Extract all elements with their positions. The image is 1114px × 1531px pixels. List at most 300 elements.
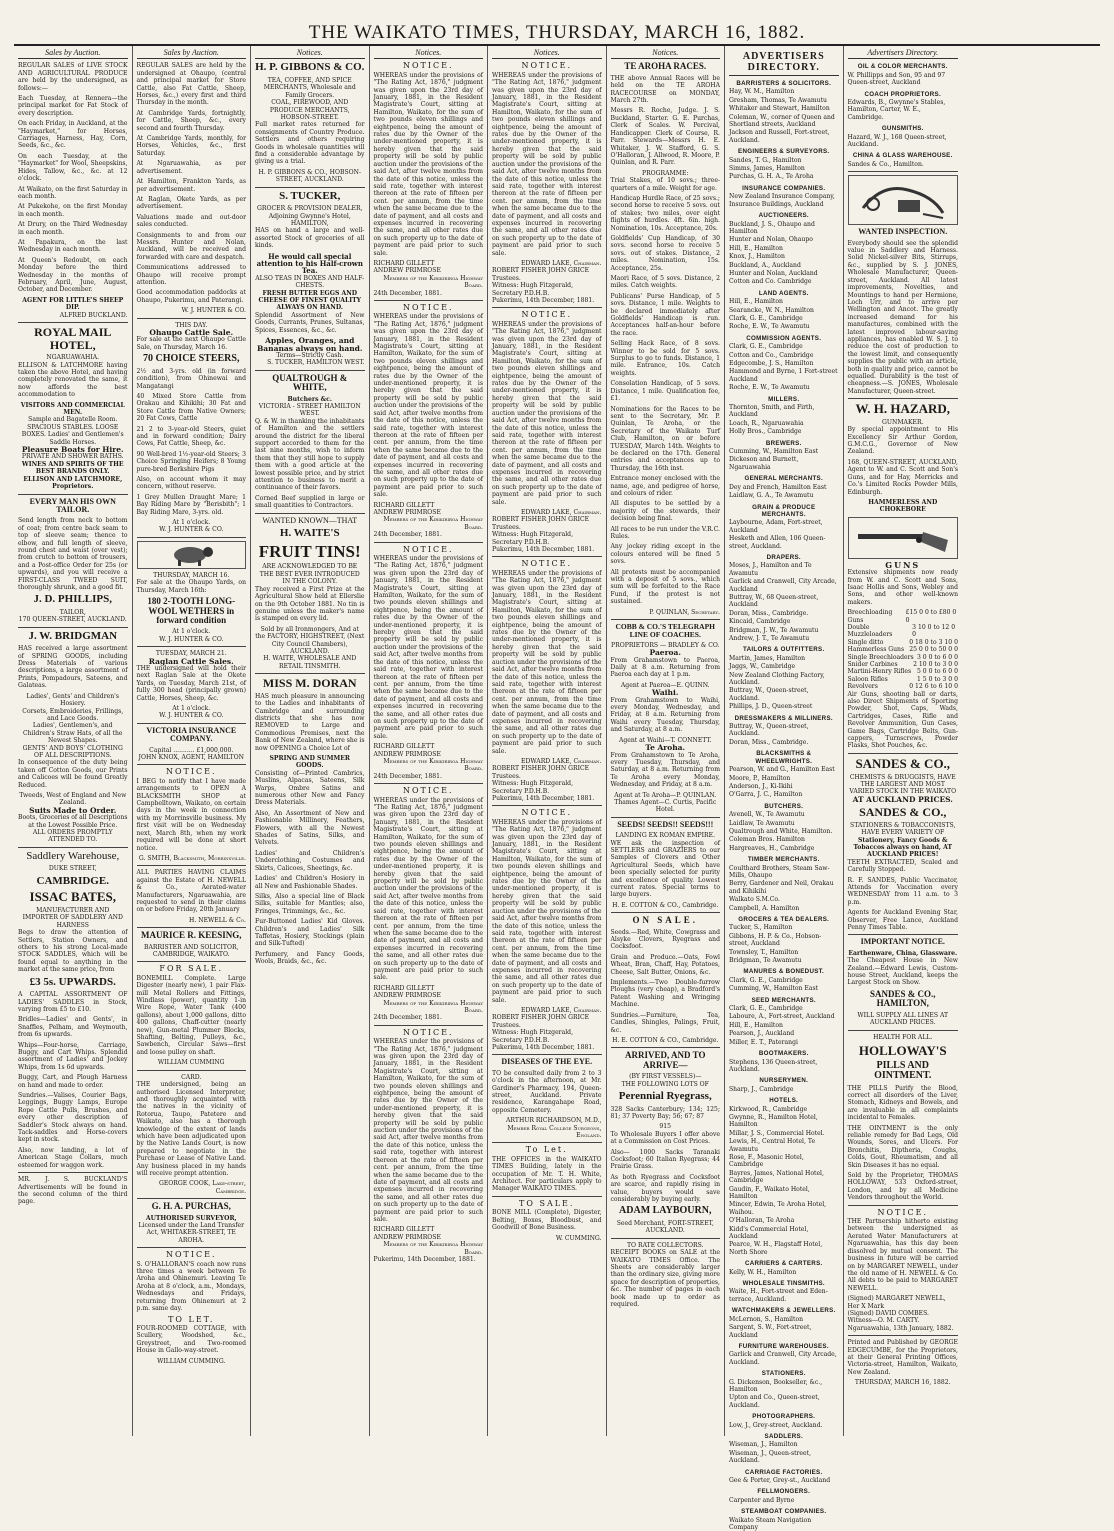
text: Nominations for the Races to be sent to the Secretary, Mr. P. Quinlan, Te Aroha, or the Secretary of the Waikato Turf Club, Hamilton, on or before TUESDAY, March 14th. Weights to be declared on the 17th. General entries and acceptances up to Thursday, the 16th inst. [610, 405, 720, 472]
text: In consequence of the duty being taken off Cotton Goods, our Prints and Calicoes will be found Greatly Reduced. [18, 759, 128, 789]
gun-type: Snider Carbines [847, 661, 898, 668]
directory-entry: Pearson, W. and G., Hamilton East [729, 766, 835, 774]
directory-entry: Laybourne, Adam, Fort-street, Auckland [729, 519, 823, 534]
gun-price-row [848, 683, 959, 690]
directory-entry: Anderson, J., Ki-Ikihi [729, 782, 793, 790]
text: VISITORS AND COMMERCIAL MEN. [20, 401, 125, 417]
directory-entry: Clark, G. E., Cambridge [729, 343, 803, 351]
signature: GEORGE COOK, Lake-street, Cambridge. [158, 1180, 246, 1195]
ad-title: Ohaupo Cattle Sale. [149, 328, 234, 337]
directory-entry: Sandes & Co., Hamilton. [847, 160, 924, 168]
directory-entry: Mincer, Edwin, Te Aroha Hotel, Waihou. [729, 1201, 827, 1216]
directory-section: OIL & COLOR MERCHANTS. [857, 63, 948, 71]
column-6 [607, 46, 726, 1436]
text: At Waikato, on the first Saturday in each month. [18, 185, 128, 200]
signature: ROBERT FISHER JOHN GRICE Trustees. [492, 267, 590, 282]
gun-price: 0 12 6 to 6 10 0 [909, 683, 958, 691]
directory-section: DRAPERS. [766, 553, 801, 561]
directory-entry: Waite, H., Fort-street and Eden-terrace, Auckland. [729, 1288, 828, 1303]
date: Pukerimu, 14th December, 1881. [492, 795, 595, 802]
ad-title: 180 2-TOOTH LONG-WOOL WETHERS in forward condition [147, 596, 236, 625]
directory-entry: Gresham, Thomas, Te Awamutu [729, 96, 827, 104]
rating-notice [374, 546, 484, 781]
notice-title: NOTICE. [521, 559, 573, 569]
directory-section: CARRIAGE FACTORIES. [745, 1468, 823, 1476]
column-header: Sales by Auction. [18, 49, 128, 59]
column-header: Notices. [611, 49, 721, 59]
text: By special appointment to His Excellency Sir Arthur Gordon, G.M.C.G., Governor of New Zealand. [847, 426, 958, 456]
directory-entry: Doran, Miss., Cambridge. [729, 738, 809, 746]
harness-illustration [848, 175, 959, 225]
text: Implements.—Two Double-furrow Ploughs (very cheap), a Bradford's Patent Washing and Wringing Machine. [610, 979, 720, 1009]
column-header: Notices. [255, 49, 365, 59]
directory-entry: Berry, Gardener and Neil, Orakau and Kihikihi [729, 880, 834, 895]
text: GUNMAKER. [881, 418, 924, 426]
ad-title: WANTED INSPECTION. [858, 227, 948, 237]
text: Tweeds, West of England and New Zealand. [19, 791, 127, 807]
text: HAMMERLESS AND CHOKEBORE [868, 498, 938, 514]
text: CARD. [181, 1073, 202, 1081]
text: SPRING AND SUMMER GOODS. [269, 755, 350, 770]
gun-type: Single Breechloaders [847, 653, 914, 661]
directory-section: BOOTMAKERS. [758, 1050, 809, 1058]
text: THIS DAY. [175, 321, 208, 329]
directory-entry: Hazard, W. J., 168 Queen-street, Auckland. [847, 133, 947, 149]
text: Te Aroha. [645, 743, 686, 753]
text: Splendid Assortment of New Goods, Currants, Prunes, Sultanas, Spices, Essences, &c., &c. [255, 311, 365, 334]
gun-type: Single ditto [847, 638, 884, 646]
date: 24th December, 1881. [373, 531, 442, 539]
ad-title: PILLS AND OINTMENT. [874, 1059, 932, 1082]
text: THURSDAY, MARCH 16. [153, 571, 230, 579]
signature: P. QUINLAN, Secretary. [649, 608, 720, 616]
directory-entry: Gee & Porter, Grey-st., Auckland [729, 1477, 831, 1484]
text: Paeroa. [649, 648, 681, 658]
notice-title: NOTICE. [165, 1250, 217, 1260]
signature: H. WAITE, WHOLESALE AND RETAIL TINSMITH. [263, 655, 357, 670]
column-8 [844, 46, 963, 1436]
date: 24th December, 1881. [373, 289, 442, 297]
gun-price: 0 18 0 to 3 10 0 [909, 638, 958, 646]
text: Communications addressed to Ohaupo will receive prompt attention. [136, 264, 246, 286]
directory-list [729, 80, 839, 1531]
text: Fur-Buttoned Ladies' Kid Gloves. Children's and Ladies' Silk Taffetas, Hosiery, Stockings (plain and Silk-Tufted) [255, 918, 365, 948]
ad-title: IMPORTANT NOTICE. [860, 937, 945, 947]
directory-section: GENERAL MERCHANTS. [744, 475, 823, 483]
directory-entry: Purchas, G. H. A., Te Aroha [729, 173, 814, 181]
ad-title: TE AROHA RACES. [624, 61, 707, 72]
signature: ANDREW PRIMROSE [373, 508, 441, 516]
text: WHEREAS under the provisions of "The Rating Act, 1876," judgment was given upon the 23rd day of January, 1881, in the Resident Magistrate's Court, sitting at Hamilton, Waikato, for the sum of two pounds eleven shillings and eightpence, being the amount of rates due by the Owner of the under-mentioned property, it is hereby given that the said property will be sold by public auction under the provisions of the said Act, after twelve months from the date of this notice, unless the said rate, together with interest thereon at the rate of fifteen per cent. per annum, from the time when the same became due to the date of payment, and all costs and expenses incurred in recovering the same, and all other rates due on such property up to the date of payment are paid prior to such sale. [373, 796, 483, 982]
text: Witness—O. M. CARTY. [847, 1317, 920, 1325]
ad-title: SEEDS! SEEDS!! SEEDS!!! [617, 819, 714, 829]
directory-section: COMMISSION AGENTS. [746, 334, 822, 342]
directory-entry: Sandes, T. G., Hamilton [729, 156, 802, 164]
text: Thames Agent—C. Curtis, Pacific Hotel. [614, 798, 717, 814]
ad-title: ARRIVED, AND TO ARRIVE— [625, 1050, 706, 1070]
gun-type: Double Muzzleloaders [847, 623, 893, 639]
directory-entry: Qualtrough and White, Hamilton. [729, 827, 833, 835]
signature: ANDREW PRIMROSE [373, 992, 441, 1000]
notice-title: NOTICE. [402, 61, 454, 71]
directory-entry: Hunter and Nolan, Auckland [729, 269, 818, 277]
text: AGENT FOR LITTLE'S SHEEP DIP. [22, 296, 124, 312]
directory-entry: Knox, J., Hamilton [729, 253, 785, 261]
text: Licensed under the Land Transfer Act, WHITAKER-STREET, TE AROHA. [138, 1222, 244, 1244]
directory-section: WATCHMAKERS & JEWELLERS. [731, 1307, 836, 1315]
text: Corned Beef supplied in large or small quantities to Contractors. [255, 494, 365, 510]
directory-entry: Wiseman, J., Queen-street, Auckland. [729, 1449, 812, 1465]
text: 1 Grey Mullen Draught Mare; 1 Bay Riding Mare by "Berisbith"; 1 Bay Riding Mare, 3-yrs. old. [136, 493, 246, 516]
text: Members of the Kirikiriroa Highway Board. [383, 757, 483, 773]
directory-entry: G. Dickenson, Bookseller, &c., Hamilton [729, 1378, 823, 1393]
ad-title: EVERY MAN HIS OWN TAILOR. [29, 496, 116, 514]
directory-entry: Edgecombe, J. S., Hamilton [729, 360, 814, 367]
directory-entry: Gaudin, F., Waikato Hotel, Hamilton [729, 1185, 810, 1200]
text: Perfumery, and Fancy Goods, Wools, Braids, &c., &c. [255, 950, 365, 966]
text: Consisting of—Printed Cambrics, Muslins, Alpacas, Sateens, Silk Warps, Ombre Satins and numerous other New and Fancy Dress Materials. [255, 769, 365, 807]
column-3 [251, 46, 370, 1436]
text: Sundries.—Valises, Courier Bags, Leggings, Buggy Lamps, Europe Rope Cattle Pulls, Brushes, and every other description of Saddler's Stock always on hand. Tack-saddles and Horse-covers kept in stock. [18, 1092, 128, 1144]
directory-entry: Buckland, A., Auckland [729, 261, 801, 269]
notice-title: NOTICE. [521, 808, 573, 818]
text: ALL PARTIES HAVING CLAIMS against the Estate of H. NEWELL & Co., Aerated-water Manufacturers, Ngaruawahia, are requested to send in their claims on or before Friday, 20th January [136, 869, 246, 914]
directory-entry: Gibbons, H. P. & Co., Hobson-street, Auckland [729, 932, 822, 948]
gun-type: Revolvers [847, 683, 878, 691]
text: Members of the Kirikiriroa Highway Board. [383, 1241, 483, 1256]
signature: S. TUCKER, HAMILTON WEST. [267, 359, 365, 367]
directory-section: BUTCHERS. [764, 802, 804, 810]
text: Earthenware, China, Glassware. [848, 949, 958, 957]
directory-entry: Campbell, A. Hamilton [729, 904, 800, 912]
gun-price-row [848, 609, 959, 624]
ad-title: S. TUCKER, [279, 189, 341, 202]
rating-notice [374, 304, 484, 539]
gun-price-row [848, 661, 959, 668]
gun-price: 25 0 0 to 50 0 0 [909, 646, 958, 654]
text: WHEREAS under the provisions of "The Rating Act, 1876," judgment was given upon the 23rd day of January, 1881, in the Resident Magistrate's Court, sitting at Hamilton, Waikato, for the sum of two pounds eleven shillings and eightpence, being the amount of rates due by the Owner of the under-mentioned property, it is hereby given that the said property will be sold by public auction under the provisions of the said Act, after twelve months from the date of this notice, unless the said rate, together with interest thereon at the rate of fifteen per cent. per annum, from the time when the same became due to the date of payment, and all costs and expenses incurred in recovering the same, and all other rates due on such property up to the date of payment are paid prior to such sale. [373, 1038, 483, 1223]
text: Sample and Bagatelle Room. [28, 416, 118, 424]
text: Capital ........... £1,000,000. [149, 746, 234, 754]
gun-price: 3 0 0 to 6 0 0 [916, 653, 958, 661]
text: The Cheapest House in New Zealand.—Edward Lewis, Custom-house Street, Auckland, keeps the Largest Stock on Show. [847, 957, 958, 987]
ad-title: Raglan Cattle Sales. [148, 656, 234, 666]
text: Butchers &c. [287, 395, 332, 403]
text: All protests must be accompanied with a deposit of 5 sovs., which sum will be forfeited to the Race Fund, if the protest is not sustained. [610, 568, 720, 606]
directory-entry: Pearson, J., Auckland [729, 1030, 795, 1038]
ad-title: DISEASES OF THE EYE. [501, 1057, 593, 1067]
gun-price: 2 10 0 to 3 0 0 [913, 661, 958, 668]
signature: ANDREW PRIMROSE [373, 750, 441, 758]
text: 2½ and 3-yrs. old (in forward condition), from Ohinewai and Mangatangi [136, 367, 246, 390]
signature: WILLIAM CUMMING [157, 1059, 225, 1067]
ad-title: ROYAL MAIL HOTEL, [34, 325, 112, 352]
text: (BY FIRST VESSELS)— [629, 1073, 702, 1081]
directory-entry: Low, J., Grey-street, Auckland. [729, 1421, 823, 1429]
text: Sold by all Ironmongers, And at the FACTORY, HIGHSTREET, (Next City Council Chambers), AUCKLAND. [255, 625, 365, 655]
text: Witness: Hugh Fitzgerald, Secretary P.D.H.B. [492, 531, 574, 546]
text: WHEREAS under the provisions of "The Rating Act, 1876," judgment was given upon the 23rd day of January, 1881, in the Resident Magistrate's Court, sitting at Hamilton, Waikato, for the sum of two pounds eleven shillings and eightpence, being the amount of rates due by the Owner of the under-mentioned property, it is hereby given that the said property will be sold by public auction under the provisions of the said Act, after twelve months from the date of this notice, unless the said rate, together with interest thereon at the rate of fifteen per cent. per annum, from the time when the same became due to the date of payment, and all costs and expenses incurred in recovering the same, and all other rates due on such property up to the date of payment are paid prior to such sale. [492, 320, 602, 506]
signature: EDWARD LAKE, Chairman. [521, 1006, 602, 1014]
directory-entry: Cumming, W., Hamilton East [729, 985, 819, 993]
directory-entry: Lewis, H., Central Hotel, Te Awamutu [729, 1138, 816, 1153]
text: Waihi. [652, 688, 679, 698]
directory-section: STEAMBOAT COMPANIES. [741, 1508, 827, 1516]
text: Ladies' and Children's Hosiery in all New and Fashionable Shades. [255, 875, 365, 890]
directory-section: COACH PROPRIETORS. [864, 90, 941, 98]
ad-title: ON SALE. [632, 915, 698, 926]
text: At 1 o'clock. [172, 519, 211, 527]
column-7 [725, 46, 844, 1531]
directory-entry: Moore, P., Hamilton [729, 774, 791, 782]
text: On each Friday, in Auckland, at the "Haymarket," for Horses, Carriages, Harness, Hay, Corn, Seeds, &c., &c. [18, 120, 128, 150]
text: GROCER & PROVISION DEALER, Adjoining Gwynne's Hotel, HAMILTON, [257, 205, 363, 227]
notice-title: NOTICE. [402, 786, 454, 796]
ad-title: Perennial Ryegrass, [618, 1090, 712, 1103]
directory-section: FELLMONGERS. [757, 1488, 811, 1496]
directory-entry: Carpenter and Byrne [729, 1496, 795, 1504]
text: Messrs R. Roche, Judge. J. S. Buckland, Starter. G. E. Purchas, Clerk of Scales. W. Percival, Handicapper. Clerk of Course, R. Parr. Stewards—Messrs H. E. Whitaker, J. W. Stafford, G. S. O'Halloran, J. Allwood, R. Moore, P. Quinlan, and R. Parr. [610, 107, 720, 167]
directory-entry: Thornton, Smith, and Firth, Auckland [729, 404, 815, 419]
directory-section: FURNITURE WAREHOUSES. [738, 1342, 829, 1350]
column-header: Notices. [374, 49, 484, 59]
ad-title: G. H. A. PURCHAS, [151, 1201, 231, 1212]
signature: H. P. GIBBONS & CO., HOBSON-STREET, AUCKLAND. [258, 168, 362, 184]
signature: W. J. HUNTER & CO. [181, 307, 246, 315]
signature: (Signed) DAVID COMBES. [847, 1309, 929, 1317]
gun-price: 3 10 0 to 12 0 0 [912, 623, 956, 639]
ad-title: SANDES & CO., [859, 805, 947, 820]
text: Terms—Strictly Cash. [276, 351, 344, 359]
directory-entry: Laidlaw, G. A., Te Awamutu [729, 492, 814, 500]
directory-entry: Roche, E. W., Te Awamutu [729, 384, 810, 392]
rating-notice [492, 62, 602, 304]
text: Members of the Kirikiriroa Highway Board. [383, 999, 483, 1014]
gun-price-list [848, 609, 959, 690]
signature: W. CUMMING. [555, 1234, 602, 1242]
directory-entry: New Zealand Insurance Company, Insurance Buildings, Auckland [729, 193, 835, 208]
text: Maori Race, of 5 sovs. Distance, 2 miles. Catch weights. [610, 275, 720, 290]
notice-title: NOTICE. [521, 310, 573, 320]
signature: EDWARD LAKE, Chairman. [521, 757, 602, 765]
directory-entry: Buttray, W., Queen-street, Auckland. [729, 723, 809, 738]
signature: (Signed) MARGARET NEWELL, Her X Mark [847, 1295, 946, 1310]
signature: RICHARD GILLETT [373, 259, 435, 267]
text: GENTS' AND BOYS' CLOTHING OF ALL DESCRIPTIONS. [22, 744, 123, 759]
rating-notice [492, 311, 602, 553]
text: R. F. SANDES, Public Vaccinator, Attends for Vaccination every WEDNESDAY from 11 a.m. to 3 p.m. [847, 876, 958, 906]
text: At Cambridge Yards, monthly, for Horses, Vehicles, &c., first Saturday. [136, 135, 246, 157]
date: 24th December, 1881. [373, 772, 442, 780]
ad-title: SANDES & CO., HAMILTON, [869, 988, 936, 1009]
directory-section: CHINA & GLASS WAREHOUSE. [852, 152, 953, 160]
directory-entry: Bridgman, Te Awamutu [729, 957, 802, 965]
text: WHEREAS under the provisions of "The Rating Act, 1876," judgment was given upon the 23rd day of January, 1881, in the Resident Magistrate's Court, sitting at Hamilton, Waikato, for the sum of two pounds eleven shillings and eightpence, being the amount of rates due by the Owner of the under-mentioned property, it is hereby given that the said property will be sold by public auction under the provisions of the said Act, after twelve months from the date of this notice, unless the said rate, together with interest thereon at the rate of fifteen per cent. per annum, from the time when the same became due to the date of payment, and all costs and expenses incurred in recovering the same, and all other rates due on such property up to the date of payment are paid prior to such sale. [492, 569, 602, 755]
text: BONEMILL Complete. Large Digester (nearly new), 1 pair Flax-mill Metal Rollers and Fittings, Windlass (power), quantity 1-in Wire Rope, Water Tank (400 gallons), about 1,000 gallons, ditto 400 gallons, Chaff-cutter (nearly new), Gun-metal Plummer Blocks, Shafting, Belting, Pulleys, &c., Sawbench, Circular Saws—first and loose pulley on shaft. [136, 974, 246, 1056]
directory-entry: Garlick and Cranwell, City Arcade, Auckland. [729, 1351, 837, 1366]
text: Seeds.—Red, White, Cowgrass and Alsyke Clovers, Ryegrass and Cocksfoot. [610, 928, 720, 951]
directory-entry: Dickeson and Burnett, Ngaruawahia [729, 456, 799, 471]
text: HAS received a large assortment of SPRING GOODS, including Dress Materials of various descriptions, a large assortment of Prints, Pompadours, Sateens, and Galateas. [18, 645, 128, 690]
text: Also— 1000 Sacks Taranaki Cocksfoot; 60 Italian Ryegrass; 44 Prairie Grass. [610, 1148, 720, 1171]
imprint: Printed and Published by GEORGE EDGECUMBE, for the Proprietors, at their General Printing Offices, Victoria-street, Hamilton, Waikato, New Zealand. [847, 1339, 958, 1376]
masthead [14, 10, 1100, 46]
directory-section: BARRISTERS & SOLICITORS. [736, 80, 832, 87]
signature: G. SMITH, Blacksmith, Morrinsville. [138, 854, 246, 862]
directory-entry: O'Halloran, Te Aroha [729, 1217, 795, 1225]
text: Air Guns, shooting ball or darts, also Direct Shipments of Sporting Powder, Shot, Caps, Wads, Cartridges, Cases, Rifle and Revolver Ammunition, Gun Cases, Game Bags, Cartridge Belts, Gun-cappers, Turnscrews, Powder Flasks, Shot Pouches, &c. [847, 690, 958, 750]
directory-entry: O'Garra, J. C., Hamilton [729, 791, 803, 799]
date: Pukerimu, 14th December, 1881. [373, 1255, 476, 1263]
text: Handicap Hurdle Race, of 25 sovs.; second horse to receive 5 sovs. out of stakes; two miles, over eight flights of hurdles. 4ft. 6in. high. Nomination, 10s. Acceptance, 20s. [610, 194, 720, 232]
text: HAS on hand a large and well-assorted Stock of groceries of all kinds. [255, 227, 365, 250]
text: AUTHORISED SURVEYOR, [145, 1214, 237, 1222]
price: £3 5s. UPWARDS. [29, 975, 116, 988]
text: THE OFFICES in the WAIKATO TIMES Building, lately in the occupation of Mr. T. H. White, Architect. For particulars apply to Manager WAIKATO TIMES. [492, 1155, 602, 1193]
directory-entry: Hill, E., Hamilton [729, 1021, 783, 1029]
rating-notice [374, 1029, 484, 1264]
ad-title: VICTORIA INSURANCE COMPANY. [146, 725, 237, 744]
text: ALL ORDERS PROMPTLY ATTENDED TO. [32, 829, 113, 844]
directory-entry: Waikato Steam Navigation Company [729, 1516, 812, 1531]
directory-section: INSURANCE COMPANIES. [742, 184, 826, 192]
directory-section: NURSERYMEN. [759, 1077, 809, 1085]
text: Stationery, Fancy Goods & Tobaccos always on hand, AT AUCKLAND PRICES! [853, 836, 953, 859]
masthead-title: THE WAIKATO TIMES, THURSDAY, MARCH 16, 1882. [308, 22, 806, 43]
text: I BEG to notify that I have made arrangements to OPEN A BLACKSMITH SHOP at Campbelltown, Waikato, on certain days in the week in connection with my Morrinsville business. My first visit will be on Wednesday next, March 8th, when my work required will be done at short notice. [136, 777, 246, 852]
text: Ladies' and Children's Underclothing, Costumes and Skirts, Calicoes, Sheetings, &c. [255, 849, 365, 872]
gun-price-row [848, 646, 959, 653]
text: Suits Made to Order. [29, 805, 117, 815]
text: Corsets, Embroideries, Frillings, and Lace Goods. [22, 707, 124, 722]
directory-entry: Laidlaw, Te Awamutu [729, 819, 795, 827]
directory-section: TIMBER MERCHANTS. [747, 856, 820, 864]
text: STATIONERS & TOBACCONISTS, HAVE EVERY VARIETY OF [850, 821, 956, 837]
text: MANUFACTURER AND IMPORTER OF SADDLERY AND HARNESS [22, 906, 123, 929]
text: On each Tuesday, at the "Haymarket" for Wool, Sheepskins, Hides, Tallow, &c., &c. at 12 o'clock. [18, 152, 128, 183]
directory-entry: Simms, James, Hamilton [729, 165, 805, 173]
notice-title: TO LET. [168, 1314, 215, 1324]
text: Entrance money enclosed with the name, age, and pedigree of horse, and colours of rider. [610, 475, 720, 497]
text: Begs to draw the attention of Settlers, Station Owners, and others to his strong Local-made STOCK SADDLES, which will be found equal to anything in the market at the same price, from [18, 929, 128, 974]
directory-section: GUNSMITHS. [881, 125, 924, 133]
text: For sale at the next Ohaupo Cattle Sale, on Thursday, March 16. [136, 336, 246, 351]
directory-section: LAND AGENTS. [758, 289, 809, 297]
directory-section: WHOLESALE TINSMITHS. [742, 1280, 825, 1288]
directory-entry: Dey and French, Hamilton East [729, 483, 827, 491]
text: COAL, FIREWOOD, AND PRODUCE MERCHANTS, HOBSON-STREET. [269, 99, 350, 121]
directory-entry: Coleman Bros. Hamilton [729, 836, 805, 844]
text: HAS much pleasure in announcing to the Ladies and inhabitants of Cambridge and surrounding districts that she has now REMOVED to Large and Commodious Premises, next the Bank of New Zealand, where she is now OPENING a Choice Lot of [255, 692, 365, 752]
text: WHEREAS under the provisions of "The Rating Act, 1876," judgment was given upon the 23rd day of January, 1881, in the Resident Magistrate's Court, sitting at Hamilton, Waikato, for the sum of two pounds eleven shillings and eightpence, being the amount of rates due by the Owner of the under-mentioned property, it is hereby given that the said property will be sold by public auction under the provisions of the said Act, after twelve months from the date of this notice, unless the said rate, together with interest thereon at the rate of fifteen per cent. per annum, from the time when the same became due to the date of payment, and all costs and expenses incurred in recovering the same, and all other rates due on such property up to the date of payment are paid prior to such sale. [492, 818, 602, 1004]
directory-entry: Kincaid, Cambridge [729, 618, 791, 626]
text: Pleasure Boats for Hire. [21, 445, 124, 455]
directory-entry: Clark, G. E., Cambridge [729, 314, 803, 322]
ad-title: 70 CHOICE STEERS, [143, 353, 240, 365]
directory-entry: Avenell, W., Te Awamutu [729, 811, 805, 819]
directory-entry: Gwynne, R., Hamilton Hotel, Hamilton [729, 1113, 818, 1129]
text: PROGRAMME: [641, 169, 689, 177]
directory-entry: Jaggs, W., Cambridge [729, 663, 796, 671]
text: TUESDAY, MARCH 21. [155, 650, 227, 658]
directory-entry: Clark, G. E., Cambridge [729, 976, 803, 984]
text: SPACIOUS STABLES. LOOSE BOXES. Ladies' and Gentlemen's Saddle Horses. [21, 423, 124, 446]
column-2 [133, 46, 252, 1436]
directory-entry: Cotton and Co. Cambridge [729, 278, 812, 286]
text: Seed Merchant, FORT-STREET, AUCKLAND. [616, 1219, 714, 1235]
directory-entry: Martin, James, Hamilton [729, 654, 806, 662]
rating-notice [492, 809, 602, 1051]
text: From Grahamstown to Waihi, every Monday, Wednesday, and Friday, at 8 a.m. Returning from Waihi every Tuesday, Thursday, and Saturday, at 8 a.m. [610, 696, 720, 734]
text: TO be consulted daily from 2 to 3 o'clock in the afternoon, at Mr. Gardiner's Pharmacy, 194, Queen-street, Auckland. Private residence, Karangahape Road, opposite Cemetery. [492, 1069, 602, 1114]
text: From Grahamstown to Te Aroha, every Tuesday, Thursday, and Saturday, at 8 a.m. Returning from Te Aroha every Monday, Wednesday, and Friday, at 8 a.m. [610, 751, 720, 789]
text: Grain and Produce.—Oats, Fowl Wheat, Bran, Chaff, Hay, Potatoes, Cheese, Salt Butter, Onions, &c. [610, 953, 720, 976]
text: GUNS [885, 559, 921, 570]
directory-entry: Hill, E., Hamilton [729, 244, 783, 252]
column-5 [488, 46, 607, 1436]
text: At 1 o'clock. [172, 628, 211, 636]
directory-entry: Miller, E. T., Paterangi [729, 1038, 798, 1046]
directory-entry: W. Phillipps and Son, 95 and 97 Queen-street, Auckland [847, 71, 946, 87]
directory-entry: Holly Bros., Cambridge [729, 428, 802, 436]
text: PROPRIETORS — BRADLEY & CO. [611, 641, 720, 649]
text: They received a First Prize at the Agricultural Show held at Ellerslie on the 9th October 1881. No tin is genuine unless the maker's name is stamped on every lid. [255, 585, 365, 623]
text: 90 Well-bred 1½-year-old Steers; 3 Choice Springing Heifers; 8 Young pure-bred Berkshire Pigs [136, 450, 246, 473]
text: Members of the Kirikiriroa Highway Board. [383, 274, 483, 290]
ad-title: J. W. BRIDGMAN [28, 629, 118, 642]
directory-entry: Jackson and Russell, Fort-street, Auckland. [729, 129, 830, 144]
text: At Ngaruawahia, as per advertisement. [136, 160, 246, 175]
directory-section: CARRIERS & CARTERS. [744, 1260, 823, 1268]
gun-illustration [848, 517, 959, 559]
directory-entry: Loach, R., Ngaruawahia [729, 419, 804, 427]
directory-entry: Buckland, J. S., Ohaupo and Hamilton [729, 220, 815, 235]
signature: H. NEWELL & Co. [189, 916, 246, 924]
text: THE OINTMENT is the only reliable remedy for Bad Legs, Old Wounds, Sores, and Ulcers. For Bronchitis, Diptheria, Coughs, Colds, Gout, Rheumatism, and all Skin Diseases it has no equal. [847, 1124, 958, 1169]
text: WHEREAS under the provisions of "The Rating Act, 1876," judgment was given upon the 23rd day of January, 1881, in the Resident Magistrate's Court, sitting at Hamilton, Waikato, for the sum of two pounds eleven shillings and eightpence, being the amount of rates due by the Owner of the under-mentioned property, it is hereby given that the said property will be sold by public auction under the provisions of the said Act, after twelve months from the date of this notice, unless the said rate, together with interest thereon at the rate of fifteen per cent. per annum, from the time when the same became due to the date of payment, and all costs and expenses incurred in recovering the same, and all other rates due on such property up to the date of payment are paid prior to such sale. [492, 71, 602, 257]
signature: WILLIAM CUMMING. [157, 1357, 226, 1365]
signature: ALFRED BUCKLAND. [59, 311, 128, 319]
column-header: Notices. [492, 49, 602, 59]
signature: W. J. HUNTER & CO. [159, 526, 224, 534]
ad-title: MISS M. DORAN [262, 676, 357, 691]
text: Sold by the Proprietor, THOMAS HOLLOWAY, 533 Oxford-street, London, and by all Medicine Vendors throughout the World. [847, 1172, 958, 1202]
date: 24th December, 1881. [373, 1014, 442, 1022]
text: Valuations made and out-door sales conducted. [136, 213, 246, 229]
date: Pukerimu, 14th December, 1881. [492, 297, 595, 304]
text: Members of the Kirikiriroa Highway Board. [383, 516, 483, 531]
signature: ANDREW PRIMROSE [373, 267, 441, 275]
rating-notice [374, 62, 484, 297]
text: At Pukekohe, on the first Monday in each month. [18, 203, 128, 218]
text: Each Tuesday, at Rennera—the principal market for Fat Stock of every description. [18, 95, 128, 117]
directory-section: BREWERS. [765, 439, 802, 447]
text: REGULAR SALES are held by the undersigned at Ohaupo, (central and principal market for Store Cattle, also Fat Cattle, Sheep, Horses, &c.,) every first and third Thursday in the month. [136, 62, 246, 107]
directory-section: AUCTIONEERS. [758, 212, 809, 220]
directory-entry: New Zealand Clothing Factory, Auckland. [729, 671, 825, 687]
text: Witness: Hugh Fitzgerald, Secretary P.D.H.B. [492, 282, 574, 297]
text: THE FOLLOWING LOTS OF [621, 1080, 709, 1088]
text: Bridles—Ladies' and Gents', in Snaffles, Pelham, and Weymouth, from 6s upwards. [18, 1016, 128, 1039]
directory-entry: Laboure, A., Fort-street, Auckland [729, 1013, 835, 1021]
date: Pukerimu, 14th December, 1881. [492, 1044, 595, 1051]
text: Sundries.—Furniture, Tea, Candles, Shingles, Palings, Fruit, &c. [610, 1011, 720, 1034]
directory-entry: Doran, Miss., Cambridge. [729, 609, 809, 617]
text: ARE ACKNOWLEDGED TO BE THE BEST EVER INTRODUCED IN THE COLONY. [259, 563, 360, 586]
text: Also, now landing, a lot of American Stage Collars, much esteemed for waggon work. [18, 1146, 128, 1169]
directory-section: HOTELS. [769, 1097, 799, 1105]
ad-title: QUALTROUGH & WHITE, [272, 372, 348, 393]
